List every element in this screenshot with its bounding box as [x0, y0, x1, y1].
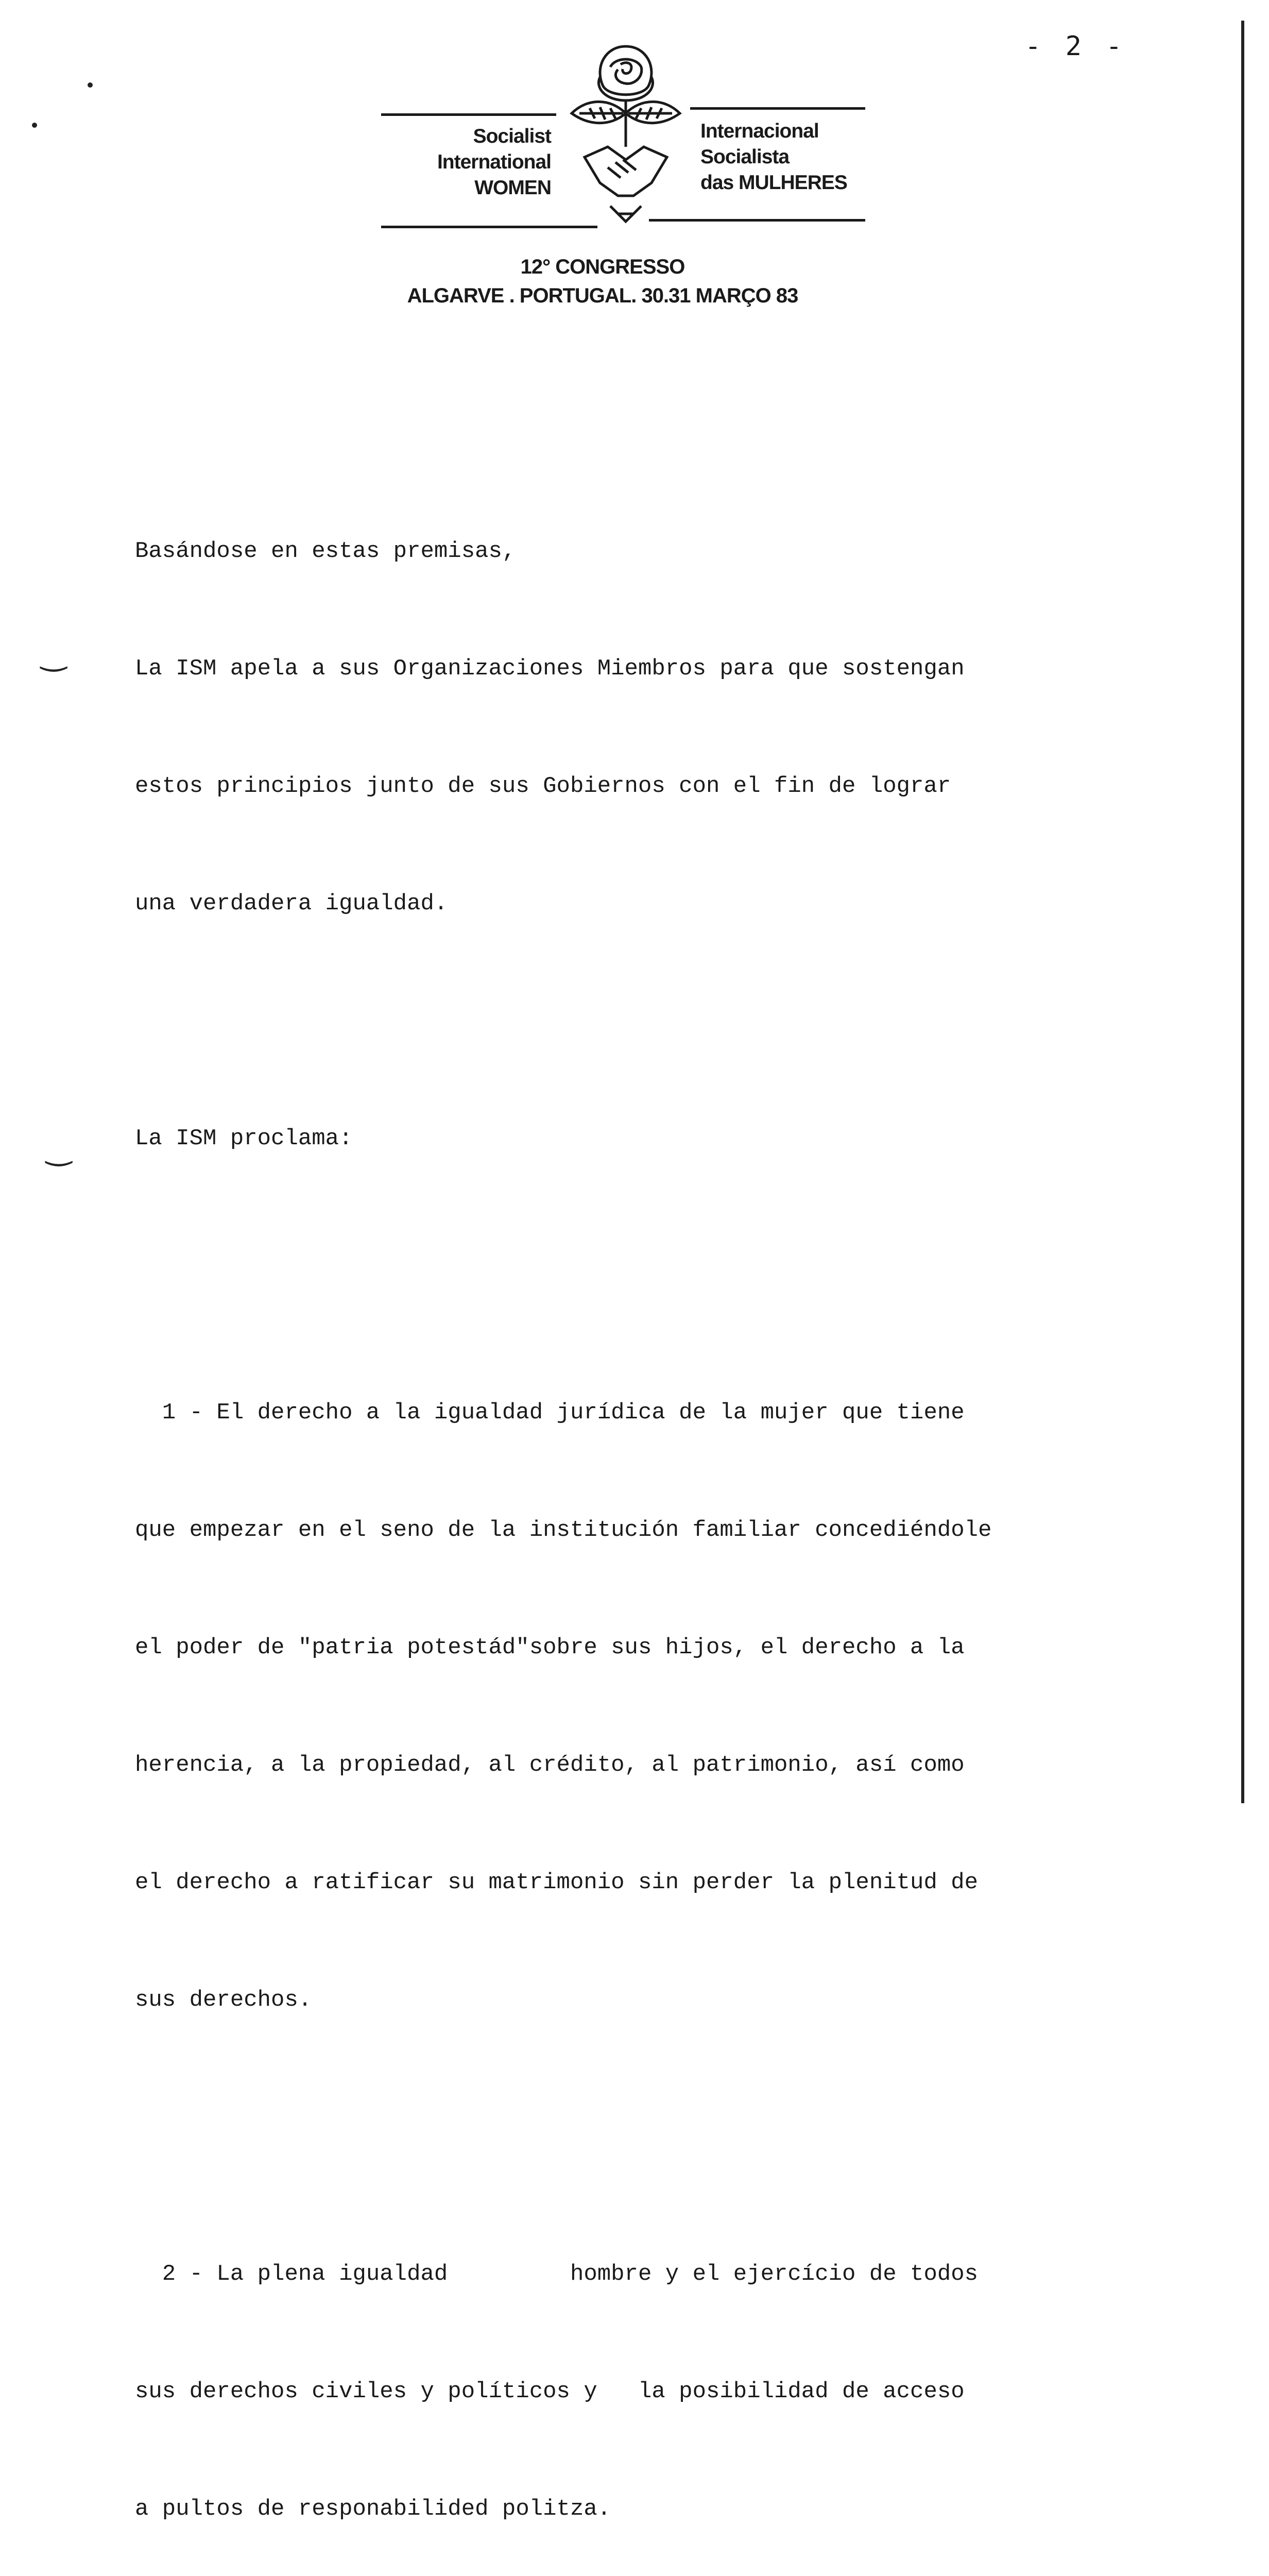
- item-1-line: 1 - El derecho a la igualdad jurídica de la mujer que tiene: [135, 1400, 965, 1426]
- margin-dot: [32, 123, 37, 128]
- margin-bracket-mark: ‿: [46, 1131, 72, 1167]
- letterhead: [381, 36, 865, 237]
- page-number: - 2 -: [1025, 31, 1126, 62]
- org-right-line: Socialista: [700, 146, 790, 168]
- item-1-line: que empezar en el seno de la institución familiar concediéndole: [135, 1517, 992, 1543]
- item-1-line: herencia, a la propiedad, al crédito, al patrimonio, así como: [135, 1752, 965, 1778]
- letterhead-top-rule-right: [690, 107, 865, 110]
- congress-title: [391, 252, 814, 310]
- org-left-line: International: [437, 151, 551, 173]
- scan-right-edge-line: [1241, 21, 1244, 1803]
- document-body: [135, 453, 1165, 2576]
- item-1-line: sus derechos.: [135, 1987, 312, 2013]
- org-name-english: [381, 124, 551, 201]
- item-2-line: a pultos de responabilided politza.: [135, 2496, 611, 2522]
- item-1-line: el poder de "patria potestád"sobre sus hijos, el derecho a la: [135, 1635, 965, 1660]
- body-line: estos principios junto de sus Gobiernos con el fin de lograr: [135, 773, 951, 799]
- margin-dot: [88, 82, 93, 88]
- org-left-line: Socialist: [473, 125, 551, 147]
- item-1-line: el derecho a ratificar su matrimonio sin perder la plenitud de: [135, 1870, 979, 1895]
- congress-line-2: ALGARVE . PORTUGAL. 30.31 MARÇO 83: [407, 284, 798, 307]
- body-line: La ISM apela a sus Organizaciones Miembros para que sostengan: [135, 656, 965, 682]
- org-left-line: WOMEN: [474, 177, 551, 199]
- letterhead-top-rule-left: [381, 113, 556, 116]
- org-right-line: das MULHERES: [700, 172, 847, 194]
- item-2-line: sus derechos civiles y políticos y la posibilidad de acceso: [135, 2379, 965, 2404]
- item-2-line: 2 - La plena igualdad hombre y el ejercício de todos: [135, 2261, 979, 2287]
- margin-bracket-mark: ‿: [41, 636, 66, 672]
- proclama-heading: La ISM proclama:: [135, 1126, 353, 1151]
- body-line: Basándose en estas premisas,: [135, 538, 516, 564]
- rose-handshake-logo-icon: [559, 36, 693, 237]
- congress-line-1: 12° CONGRESSO: [520, 256, 685, 278]
- org-name-portuguese: [700, 118, 870, 196]
- org-right-line: Internacional: [700, 120, 819, 142]
- body-line: una verdadera igualdad.: [135, 891, 448, 917]
